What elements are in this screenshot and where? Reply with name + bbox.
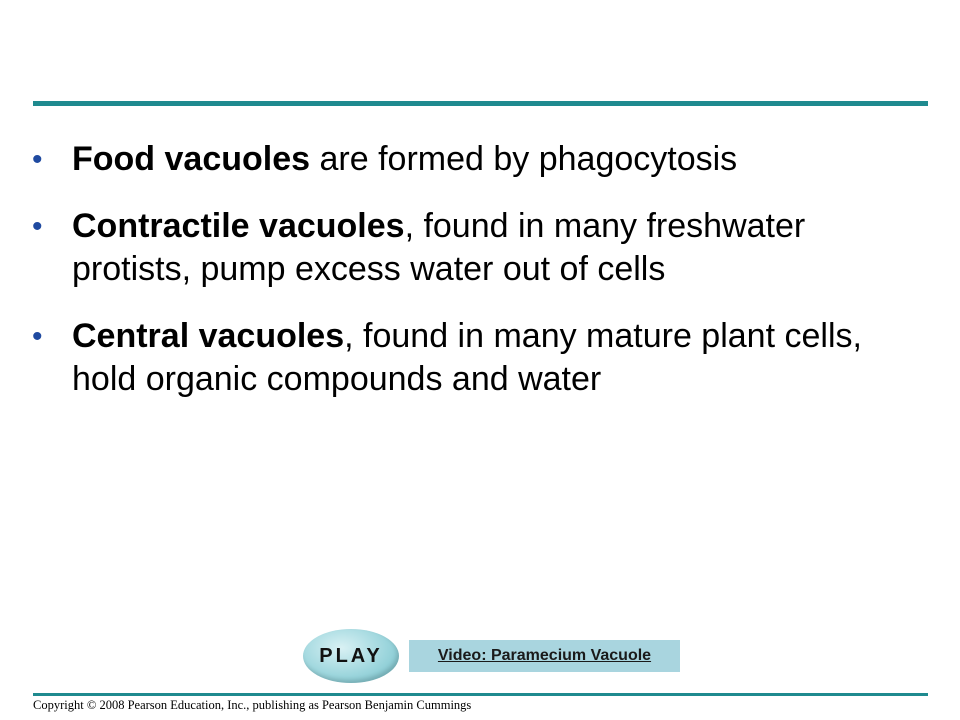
bottom-divider	[33, 693, 928, 696]
bullet-term: Central vacuoles	[72, 317, 345, 355]
play-button-label: PLAY	[319, 644, 383, 667]
copyright-notice: Copyright © 2008 Pearson Education, Inc., publishing as Pearson Benjamin Cummings	[33, 698, 472, 712]
top-divider	[33, 101, 928, 106]
bullet-dot: •	[32, 320, 43, 353]
video-link-label: Video: Paramecium Vacuole	[437, 647, 652, 664]
bullet-text: , found in many freshwater protists, pump excess water out of cells	[72, 207, 806, 288]
video-link-button[interactable]	[409, 640, 680, 672]
bullet-central-vacuoles	[32, 315, 912, 401]
bullet-contractile-vacuoles	[32, 205, 912, 291]
bullet-text: , found in many mature plant cells, hold organic compounds and water	[72, 317, 862, 398]
bullet-dot: •	[32, 210, 43, 243]
play-button[interactable]	[303, 629, 399, 683]
bullet-dot: •	[32, 143, 43, 176]
bullet-text: are formed by phagocytosis	[310, 140, 738, 178]
bullet-term: Food vacuoles	[72, 140, 311, 178]
bullet-term: Contractile vacuoles	[72, 207, 405, 245]
bullet-list	[32, 138, 912, 425]
bullet-food-vacuoles	[32, 138, 912, 181]
